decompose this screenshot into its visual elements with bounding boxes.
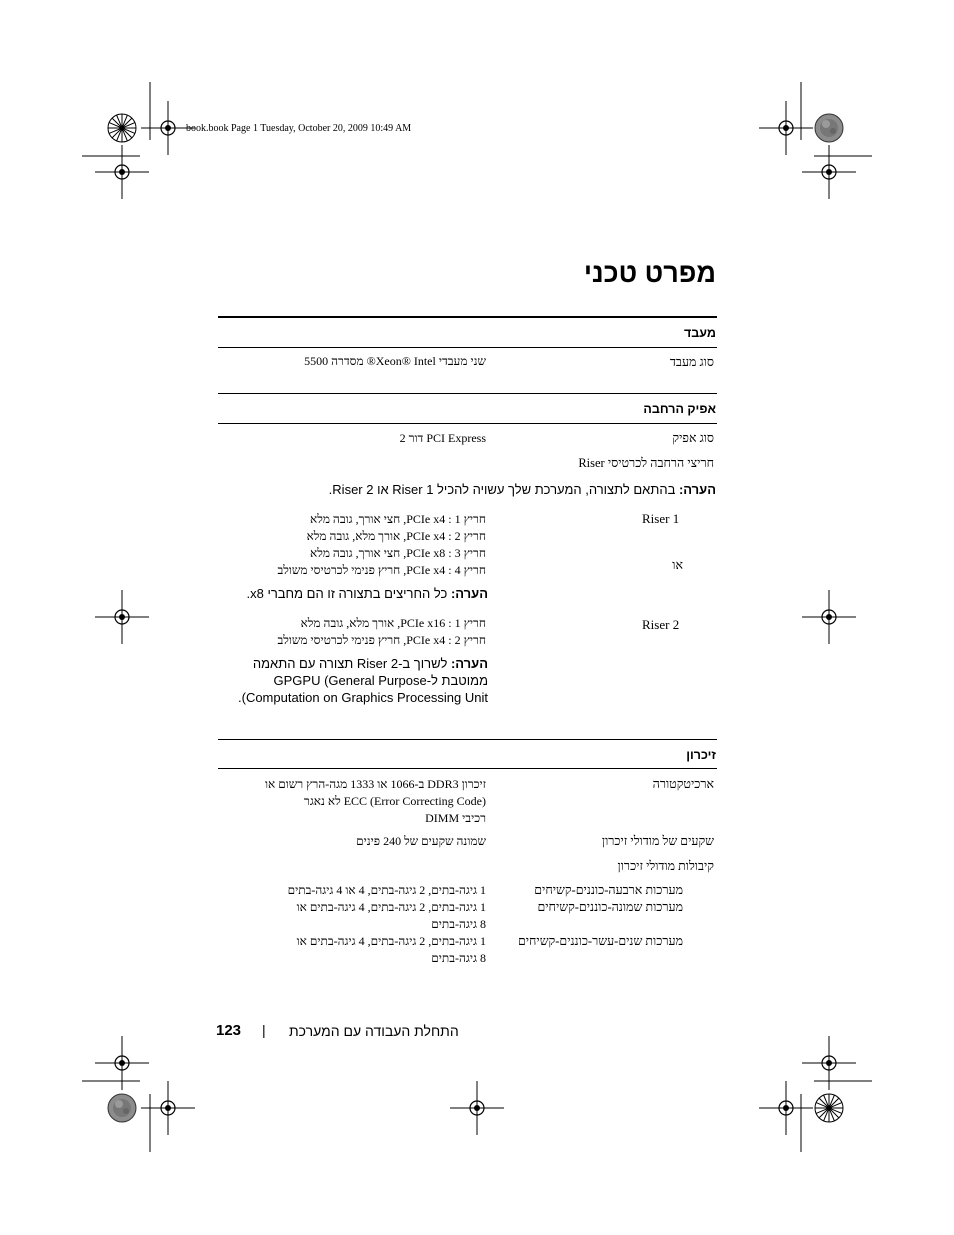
riser-slots-label: חריצי הרחבה לכרטיסי Riser	[578, 456, 714, 470]
note-text: כל החריצים בתצורה זו הם מחברי x8.	[246, 586, 451, 601]
memory-arch-line-3: רכיבי DIMM	[425, 811, 486, 825]
memory-sockets-value: שמונה שקעים של 240 פינים	[356, 834, 486, 848]
footer-chapter-title: התחלת העבודה עם המערכת	[289, 1023, 459, 1039]
section-rule	[218, 393, 717, 394]
capacity-row-label: מערכות שנים-עשר-כוננים-קשיחים	[517, 934, 683, 948]
note-text-line-3: Computation on Graphics Processing Unit).	[237, 690, 488, 705]
note-label: הערה:	[450, 656, 488, 671]
riser2-slot-1: חריץ 1 : PCIe x16, אורך מלא, גובה מלא	[300, 616, 486, 630]
section-heading-expansion: אפיק הרחבה	[643, 402, 716, 416]
capacity-line: 1 גיגה-בתים, 2 גיגה-בתים, 4 גיגה-בתים או	[296, 934, 486, 948]
section-heading-memory: זיכרון	[686, 748, 716, 762]
memory-arch-label: ארכיטקטורה	[652, 777, 714, 791]
page-title: מפרט טכני	[583, 258, 716, 288]
memory-arch-value	[216, 776, 486, 827]
bus-type-label: סוג אפיק	[672, 431, 714, 445]
memory-sockets-label: שקעים של מודולי זיכרון	[601, 834, 714, 848]
capacity-line: 1 גיגה-בתים, 2 גיגה-בתים, 4 גיגה-בתים או	[296, 900, 486, 914]
page-number: 123	[216, 1022, 242, 1039]
note-label: הערה:	[450, 586, 488, 601]
or-label: או	[672, 558, 683, 572]
note-text-line-1: לשרוך ב-Riser 2 תצורה עם התאמה	[252, 656, 451, 671]
memory-arch-line-2: ECC (Error Correcting Code) לא נאגר	[303, 794, 486, 808]
memory-capacity-label: קיבולות מודולי זיכרון	[617, 859, 714, 873]
riser1-slot-4: חריץ 4 : PCIe x4, חריץ פנימי לכרטיסי משולב	[277, 563, 486, 577]
riser1-slot-3: חריץ 3 : PCIe x8, חצי אורך, גובה מלא	[310, 546, 486, 560]
capacity-row-label: מערכות ארבעה-כוננים-קשיחים	[534, 883, 683, 897]
section-rule	[218, 316, 717, 318]
capacity-row-value	[216, 933, 486, 967]
note-gpgpu	[218, 655, 488, 706]
section-rule	[218, 423, 717, 424]
section-rule	[218, 739, 717, 740]
section-heading-processor: מעבד	[684, 326, 716, 340]
memory-arch-line-1: זיכרון DDR3 ב-1066 או 1333 מגה-הרץ רשום או	[264, 777, 486, 791]
riser2-label: Riser 2	[642, 617, 680, 632]
capacity-row-value: 1 גיגה-בתים, 2 גיגה-בתים, 4 או 4 גיגה-בתים	[287, 883, 486, 897]
footer-separator: |	[262, 1022, 266, 1038]
riser1-label: Riser 1	[642, 511, 680, 526]
note-x8-connectors	[246, 585, 488, 602]
bus-type-value: PCI Express דור 2	[399, 431, 486, 445]
note-riser-config	[329, 481, 716, 498]
capacity-row-value	[216, 899, 486, 933]
riser1-slot-1: חריץ 1 : PCIe x4, חצי אורך, גובה מלא	[310, 512, 486, 526]
riser2-slot-2: חריץ 2 : PCIe x4, חריץ פנימי לכרטיסי משולב	[277, 633, 486, 647]
capacity-line: 8 גיגה-בתים	[431, 917, 486, 931]
riser2-slots	[226, 615, 486, 649]
riser1-slots	[226, 511, 486, 579]
section-rule	[218, 768, 717, 769]
processor-type-value: שני מעבדי Xeon® Intel® מסדרה 5500	[304, 354, 486, 368]
print-header: book.book Page 1 Tuesday, October 20, 2009 10:49 AM	[186, 123, 412, 134]
note-label: הערה:	[678, 482, 716, 497]
capacity-row-label: מערכות שמונה-כוננים-קשיחים	[537, 900, 683, 914]
capacity-line: 8 גיגה-בתים	[431, 951, 486, 965]
processor-type-label: סוג מעבד	[669, 355, 714, 369]
note-text: בהתאם לתצורה, המערכת שלך עשויה להכיל Riser 1 או Riser 2.	[328, 482, 679, 497]
riser1-slot-2: חריץ 2 : PCIe x4, אורך מלא, גובה מלא	[306, 529, 486, 543]
section-rule	[218, 347, 717, 348]
note-text-line-2: ממוטבת ל-GPGPU (General Purpose	[273, 673, 488, 688]
